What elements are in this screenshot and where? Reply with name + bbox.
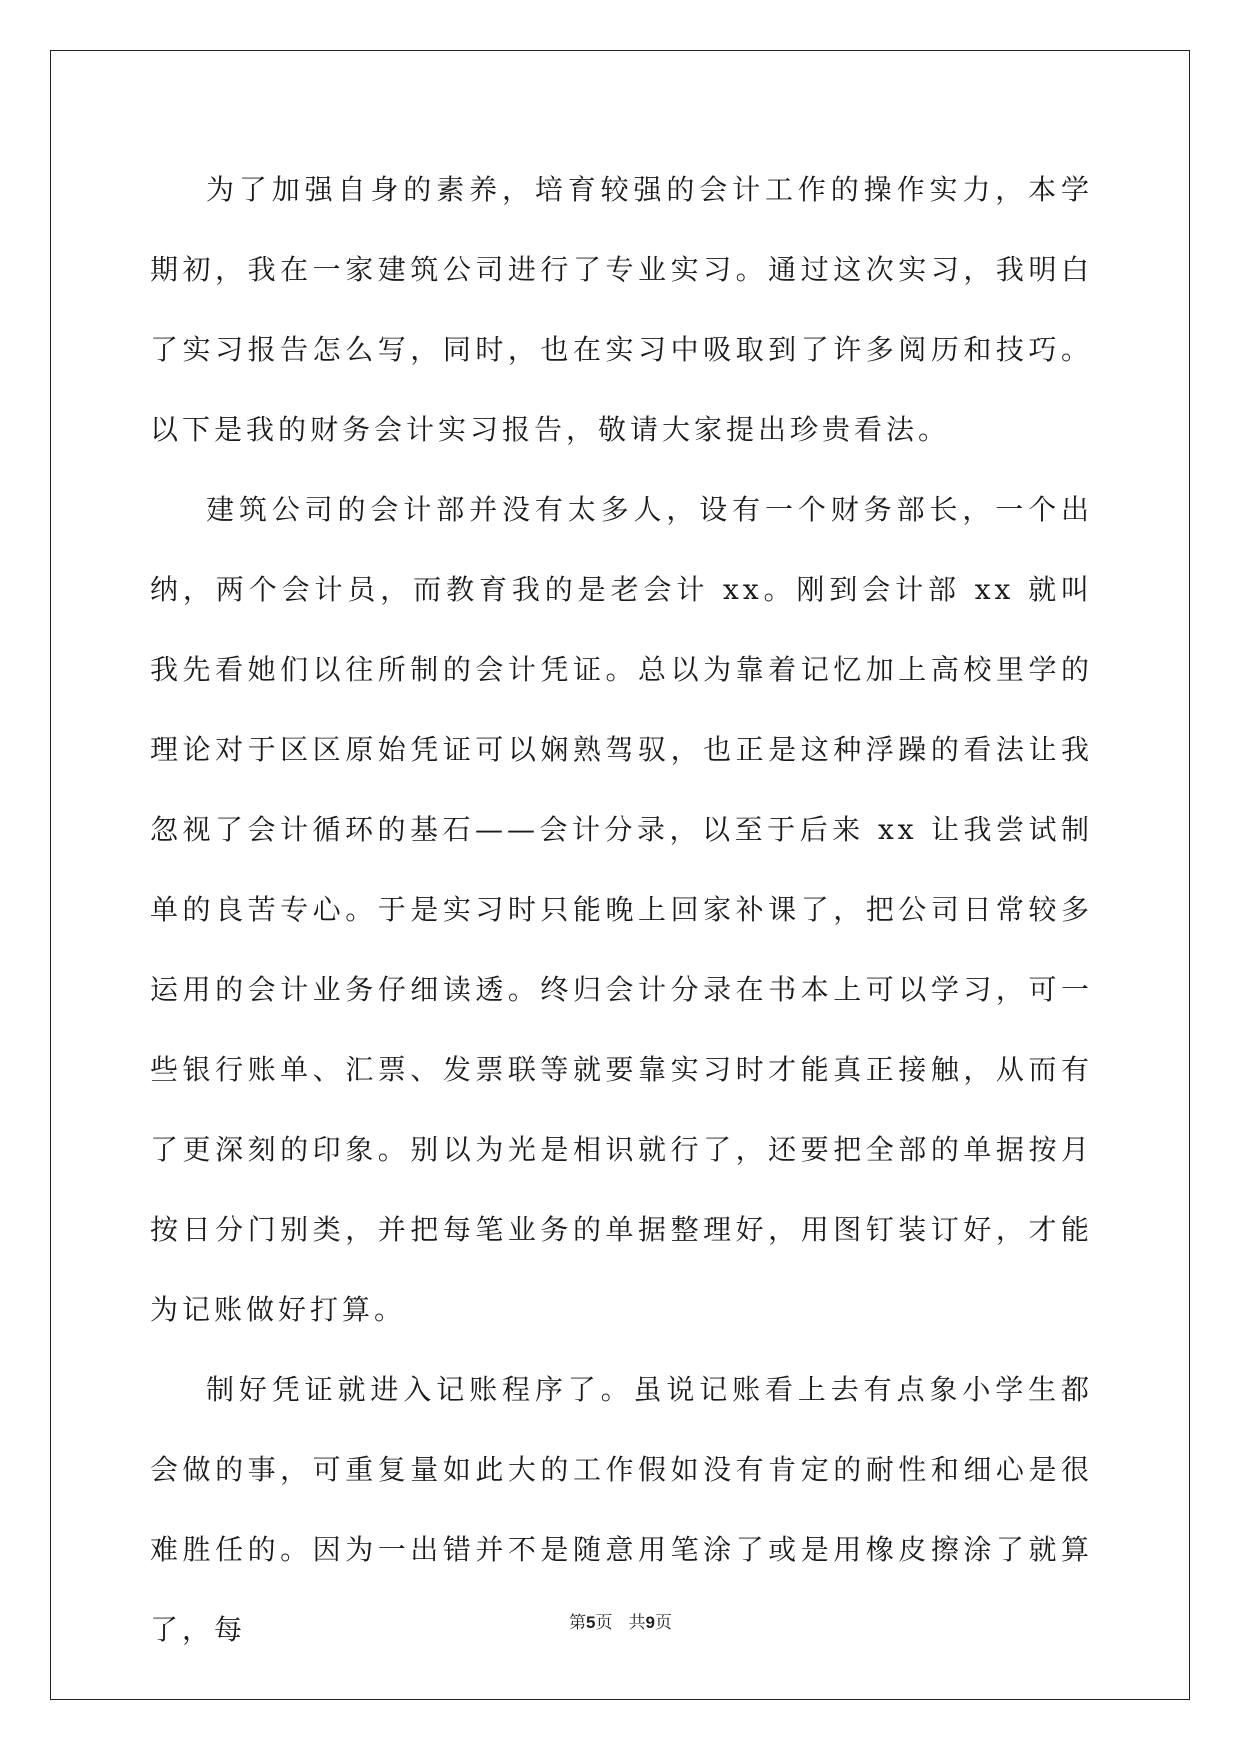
document-body [150,150,1093,1670]
total-prefix: 共 [628,1613,646,1633]
total-suffix: 页 [654,1613,672,1633]
page-footer [0,1608,1241,1633]
paragraph-1: 为了加强自身的素养，培育较强的会计工作的操作实力，本学期初，我在一家建筑公司进行了专业实习。通过这次实习，我明白了实习报告怎么写，同时，也在实习中吸取到了许多阅历和技巧。以下是我的财务会计实习报告，敬请大家提出珍贵看法。 [150,173,1093,446]
total-page-number: 9 [645,1613,655,1632]
page-suffix: 页 [595,1613,613,1633]
paragraph-3: 制好凭证就进入记账程序了。虽说记账看上去有点象小学生都会做的事，可重复量如此大的工作假如没有肯定的耐性和细心是很难胜任的。因为一出错并不是随意用笔涂了或是用橡皮擦涂了就算了，每 [150,1373,1093,1646]
paragraph-2: 建筑公司的会计部并没有太多人，设有一个财务部长，一个出纳，两个会计员，而教育我的是老会计 xx。刚到会计部 xx 就叫我先看她们以往所制的会计凭证。总以为靠着记忆加上高校里学的理论对于区区原始凭证可以娴熟驾驭，也正是这种浮躁的看法让我忽视了会计循环的基石——会计分录，以至于后来 xx 让我尝试制单的良苦专心。于是实习时只能晚上回家补课了，把公司日常较多运用的会计业务仔细读透。终归会计分录在书本上可以学习，可一些银行账单、汇票、发票联等就要靠实习时才能真正接触，从而有了更深刻的印象。别以为光是相识就行了，还要把全部的单据按月按日分门别类，并把每笔业务的单据整理好，用图钉装订好，才能为记账做好打算。 [150,493,1093,1326]
page-prefix: 第 [569,1613,587,1633]
current-page-number: 5 [586,1613,596,1632]
